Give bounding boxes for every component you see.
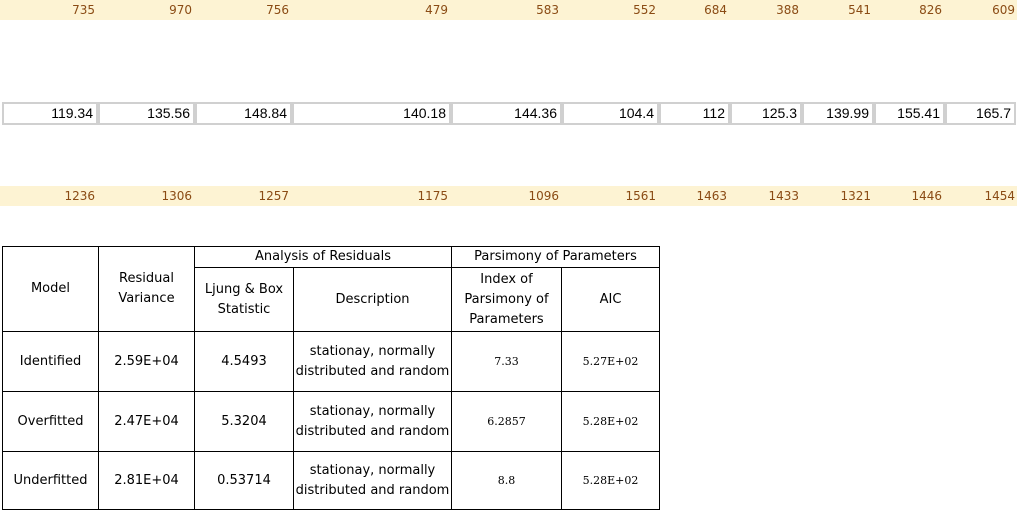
table-row bbox=[3, 332, 660, 392]
table-row bbox=[3, 392, 660, 452]
cell[interactable]: 1306 bbox=[161, 189, 192, 203]
model-cell: Identified bbox=[3, 332, 99, 392]
model-cell: Underfitted bbox=[3, 452, 99, 510]
aic-cell: 5.28E+02 bbox=[562, 392, 660, 452]
variance-cell: 2.47E+04 bbox=[99, 392, 195, 452]
cell[interactable]: 144.36 bbox=[451, 102, 562, 125]
aic-cell: 5.28E+02 bbox=[562, 452, 660, 510]
index-cell: 7.33 bbox=[452, 332, 562, 392]
header-residual-variance: Residual Variance bbox=[99, 247, 195, 332]
index-cell: 8.8 bbox=[452, 452, 562, 510]
ljung-box-cell: 4.5493 bbox=[195, 332, 294, 392]
cell[interactable]: 479 bbox=[425, 3, 448, 17]
cell[interactable]: 552 bbox=[633, 3, 656, 17]
header-index-of-parsimony: Index of Parsimony of Parameters bbox=[452, 268, 562, 332]
header-ljung-box: Ljung & Box Statistic bbox=[195, 268, 294, 332]
cell[interactable]: 1561 bbox=[625, 189, 656, 203]
cell[interactable]: 135.56 bbox=[98, 102, 195, 125]
cell[interactable]: 1175 bbox=[417, 189, 448, 203]
cell[interactable]: 735 bbox=[72, 3, 95, 17]
index-cell: 6.2857 bbox=[452, 392, 562, 452]
cell[interactable]: 756 bbox=[266, 3, 289, 17]
aic-cell: 5.27E+02 bbox=[562, 332, 660, 392]
cell[interactable]: 1236 bbox=[64, 189, 95, 203]
cell[interactable]: 609 bbox=[992, 3, 1015, 17]
cell[interactable]: 119.34 bbox=[2, 102, 98, 125]
header-model: Model bbox=[3, 247, 99, 332]
model-cell: Overfitted bbox=[3, 392, 99, 452]
header-parsimony-of-parameters: Parsimony of Parameters bbox=[452, 247, 660, 268]
cell[interactable]: 140.18 bbox=[292, 102, 451, 125]
cell[interactable]: 104.4 bbox=[562, 102, 659, 125]
table-row bbox=[3, 452, 660, 510]
header-description: Description bbox=[294, 268, 452, 332]
cell[interactable]: 1463 bbox=[696, 189, 727, 203]
model-comparison-table bbox=[2, 246, 660, 510]
cell[interactable]: 148.84 bbox=[195, 102, 292, 125]
header-aic: AIC bbox=[562, 268, 660, 332]
variance-cell: 2.59E+04 bbox=[99, 332, 195, 392]
cell[interactable]: 541 bbox=[848, 3, 871, 17]
ljung-box-cell: 5.3204 bbox=[195, 392, 294, 452]
cell[interactable]: 970 bbox=[169, 3, 192, 17]
cell[interactable]: 583 bbox=[536, 3, 559, 17]
cell[interactable]: 1454 bbox=[984, 189, 1015, 203]
cell[interactable]: 1321 bbox=[840, 189, 871, 203]
variance-cell: 2.81E+04 bbox=[99, 452, 195, 510]
ljung-box-cell: 0.53714 bbox=[195, 452, 294, 510]
cell[interactable]: 165.7 bbox=[945, 102, 1016, 125]
header-analysis-of-residuals: Analysis of Residuals bbox=[195, 247, 452, 268]
cell[interactable]: 1433 bbox=[768, 189, 799, 203]
cell[interactable]: 1096 bbox=[528, 189, 559, 203]
cell[interactable]: 155.41 bbox=[874, 102, 945, 125]
yellow-value-row-top bbox=[0, 0, 1017, 20]
cell[interactable]: 826 bbox=[919, 3, 942, 17]
description-cell: stationay, normally distributed and random bbox=[294, 392, 452, 452]
cell[interactable]: 388 bbox=[776, 3, 799, 17]
cell[interactable]: 1446 bbox=[911, 189, 942, 203]
cell[interactable]: 1257 bbox=[258, 189, 289, 203]
cell[interactable]: 684 bbox=[704, 3, 727, 17]
table-group-header-row bbox=[3, 247, 660, 268]
description-cell: stationay, normally distributed and random bbox=[294, 452, 452, 510]
cell[interactable]: 112 bbox=[659, 102, 730, 125]
yellow-value-row-bottom bbox=[0, 186, 1017, 206]
description-cell: stationay, normally distributed and random bbox=[294, 332, 452, 392]
cell[interactable]: 139.99 bbox=[802, 102, 874, 125]
bordered-value-row bbox=[0, 102, 1017, 125]
cell[interactable]: 125.3 bbox=[730, 102, 802, 125]
